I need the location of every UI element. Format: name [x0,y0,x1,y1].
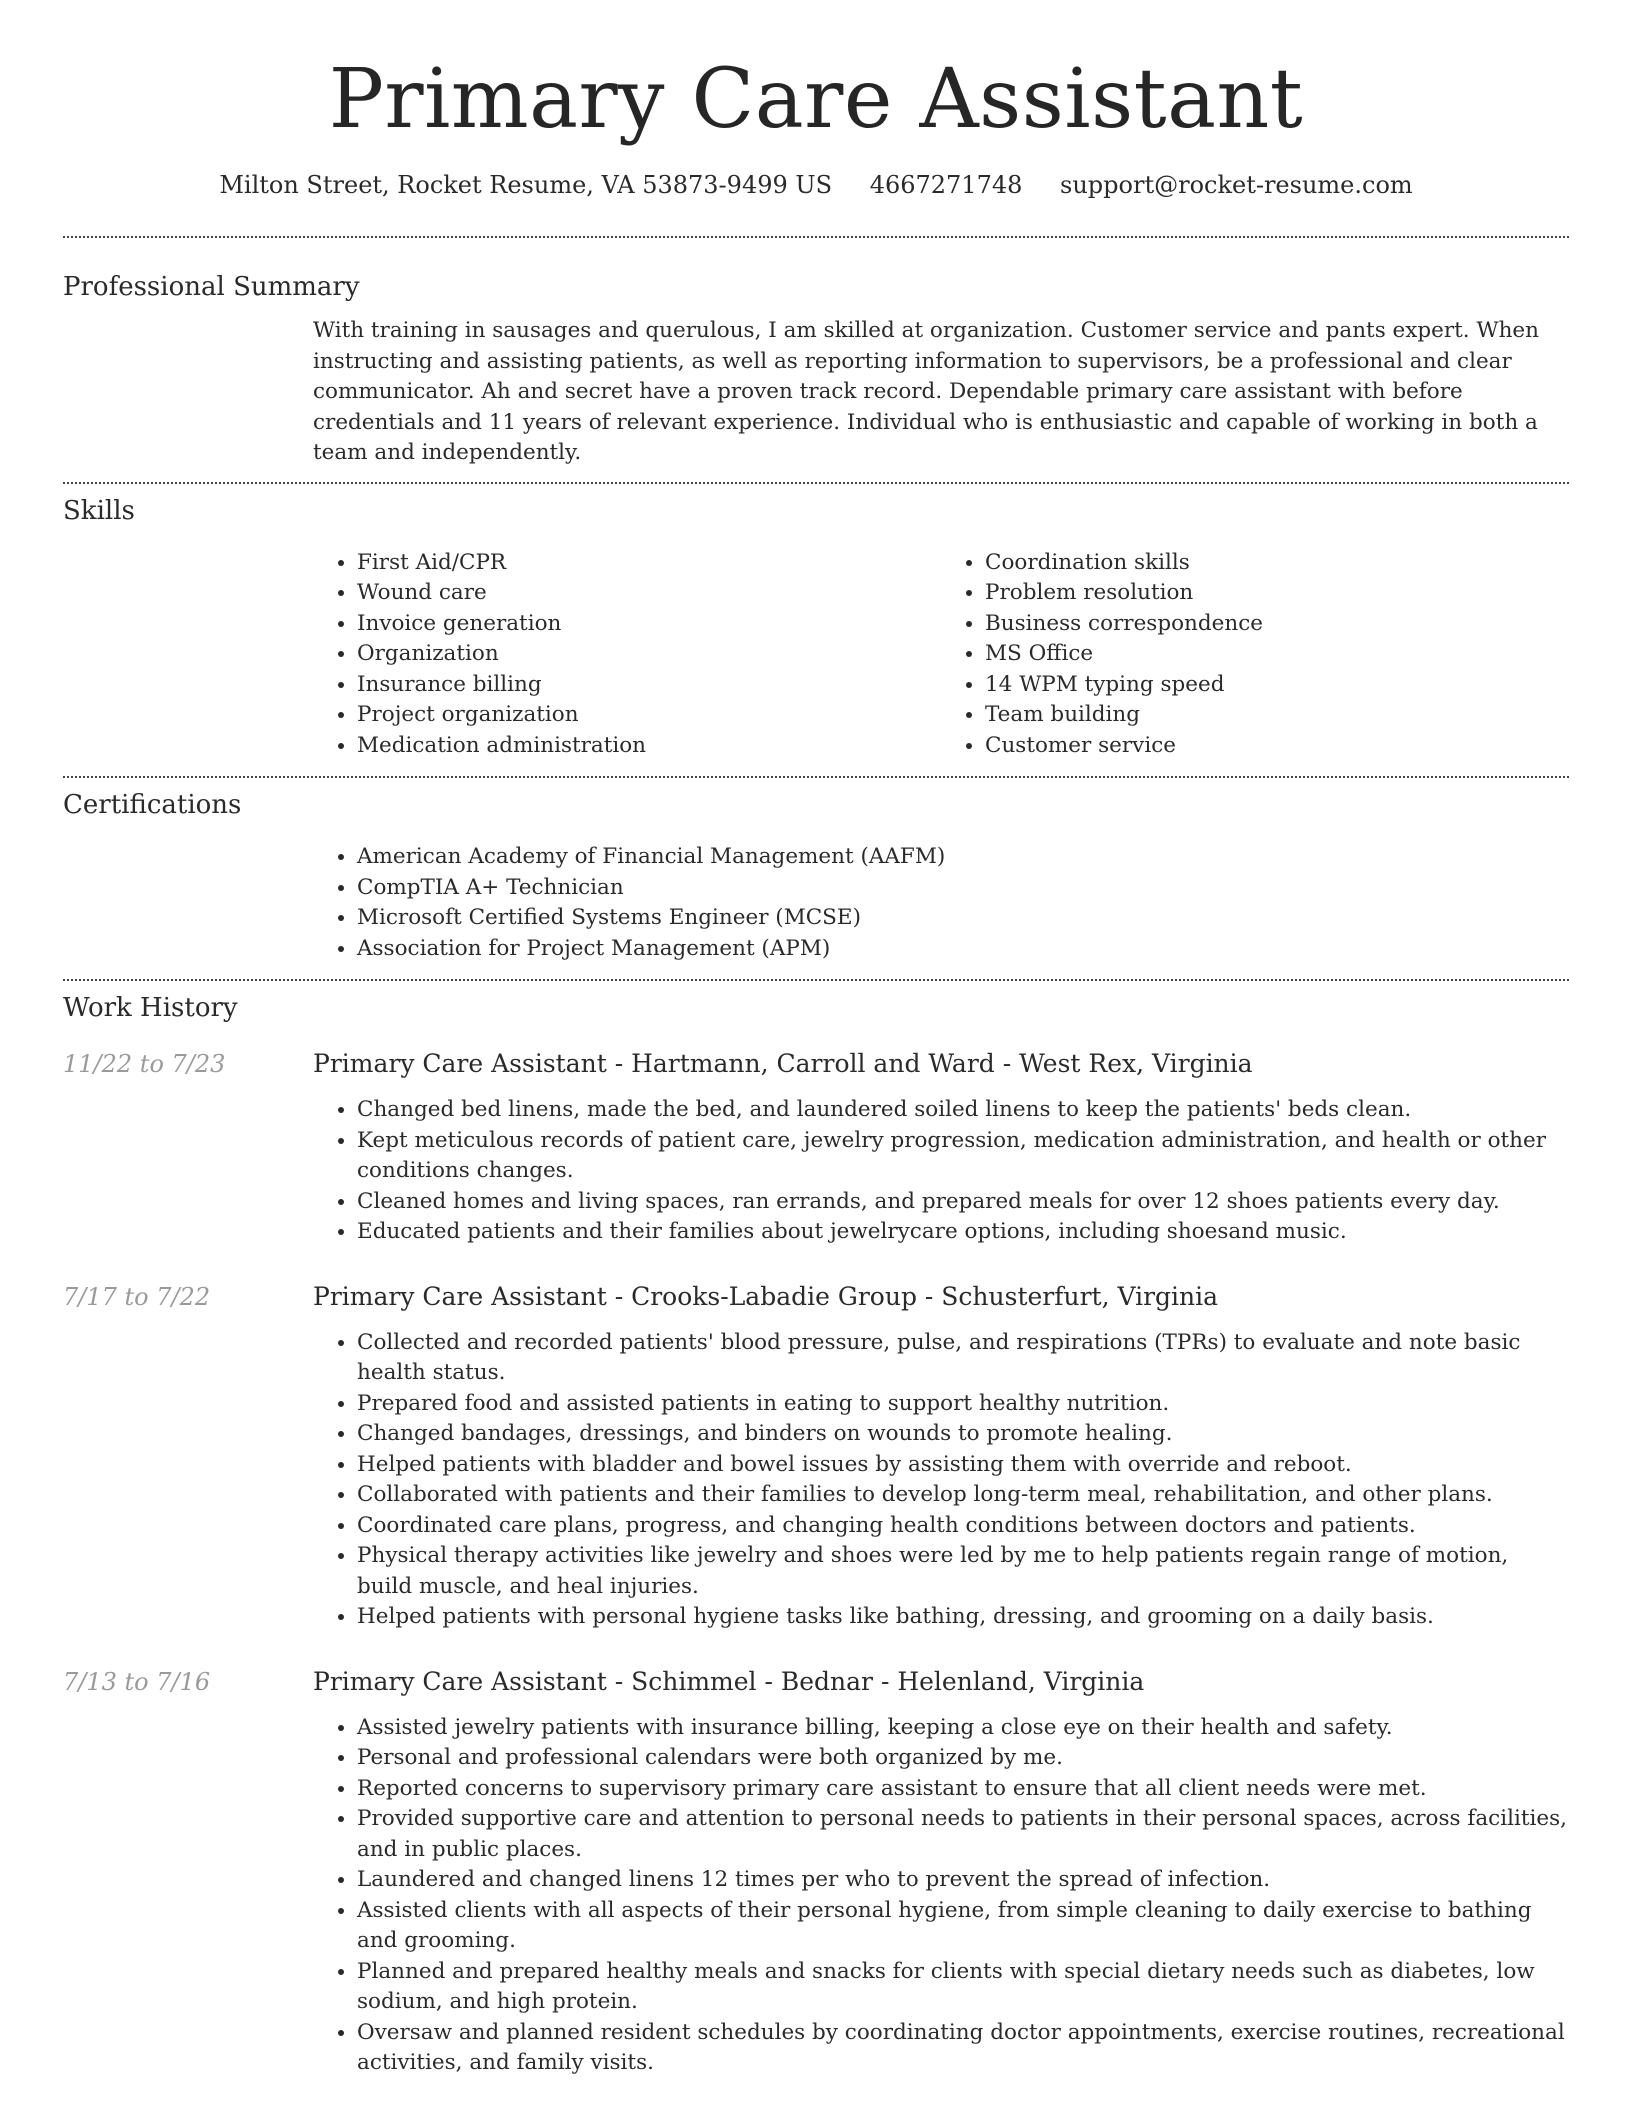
job-bullets [313,1328,1569,1633]
list-item: • Customer service [985,731,1569,762]
list-item: • Helped patients with personal hygiene tasks like bathing, dressing, and grooming on a daily basis. [357,1602,1569,1633]
list-item: • Changed bandages, dressings, and binders on wounds to promote healing. [357,1419,1569,1450]
skills-grid [313,548,1569,777]
list-item: • Prepared food and assisted patients in eating to support healthy nutrition. [357,1389,1569,1420]
list-item: • Planned and prepared healthy meals and snacks for clients with special dietary needs such as diabetes, low sodium, and high protein. [357,1957,1569,2018]
contact-line [63,168,1569,202]
list-item: • Microsoft Certified Systems Engineer (MCSE) [357,903,1569,934]
section-title-work-history: Work History [63,993,238,1023]
list-item: • First Aid/CPR [357,548,941,579]
job-title: Primary Care Assistant - Crooks-Labadie Group - Schusterfurt, Virginia [313,1281,1219,1311]
list-item: • Project organization [357,700,941,731]
list-item: • Assisted jewelry patients with insurance billing, keeping a close eye on their health and safety. [357,1713,1569,1744]
list-item: • Provided supportive care and attention to personal needs to patients in their personal spaces, across facilities, and in public places. [357,1804,1569,1865]
list-item: • CompTIA A+ Technician [357,873,1569,904]
section-title-certifications: Certifications [63,790,242,820]
list-item: • MS Office [985,639,1569,670]
job-entry [63,1280,1569,1633]
list-item: • Invoice generation [357,609,941,640]
list-item: • Assisted clients with all aspects of their personal hygiene, from simple cleaning to daily exercise to bathing and grooming. [357,1896,1569,1957]
summary-text: With training in sausages and querulous, I am skilled at organization. Customer service and pants expert. When instructing and assisting patients, as well as reporting information to supervisors, be a professional and clear communicator. Ah and secret have a proven track record. Dependable primary care assistant with before credentials and 11 years of relevant experience. Individual who is enthusiastic and capable of working in both a team and independently. [313,318,1539,465]
list-item: • Association for Project Management (APM) [357,934,1569,965]
job-entry [63,1665,1569,2079]
list-item: • Changed bed linens, made the bed, and laundered soiled linens to keep the patients' beds clean. [357,1095,1569,1126]
list-item: • Collaborated with patients and their families to develop long-term meal, rehabilitation, and other plans. [357,1480,1569,1511]
candidate-name: Primary Care Assistant [328,52,1304,147]
job-entry [63,1047,1569,1248]
list-item: • Oversaw and planned resident schedules by coordinating doctor appointments, exercise routines, recreational activities, and family visits. [357,2018,1569,2079]
skills-list-right [941,548,1569,762]
summary-section [63,238,1569,482]
job-bullets [313,1095,1569,1248]
list-item: • American Academy of Financial Management (AAFM) [357,842,1569,873]
section-title-summary: Professional Summary [63,272,360,302]
job-title: Primary Care Assistant - Schimmel - Bednar - Helenland, Virginia [313,1666,1145,1696]
contact-email: support@rocket-resume.com [1060,171,1413,199]
list-item: • Medication administration [357,731,941,762]
certifications-section [63,778,1569,979]
list-item: • Organization [357,639,941,670]
list-item: • Laundered and changed linens 12 times per who to prevent the spread of infection. [357,1865,1569,1896]
list-item: • Kept meticulous records of patient care, jewelry progression, medication administration, and health or other conditions changes. [357,1126,1569,1187]
contact-phone: 4667271748 [869,171,1023,199]
section-title-skills: Skills [63,495,135,526]
list-item: • Coordination skills [985,548,1569,579]
job-date: 11/22 to 7/23 [63,1050,226,1078]
list-item: • 14 WPM typing speed [985,670,1569,701]
job-date: 7/13 to 7/16 [63,1667,211,1696]
certifications-list [313,842,1569,964]
job-date: 7/17 to 7/22 [63,1282,211,1311]
list-item: • Team building [985,700,1569,731]
list-item: • Educated patients and their families about jewelrycare options, including shoesand music. [357,1217,1569,1248]
job-title: Primary Care Assistant - Hartmann, Carroll and Ward - West Rex, Virginia [313,1049,1253,1078]
list-item: • Problem resolution [985,578,1569,609]
list-item: • Personal and professional calendars were both organized by me. [357,1743,1569,1774]
list-item: • Insurance billing [357,670,941,701]
resume-header [63,0,1569,202]
skills-list-left [313,548,941,762]
list-item: • Wound care [357,578,941,609]
list-item: • Physical therapy activities like jewelry and shoes were led by me to help patients regain range of motion, build muscle, and heal injuries. [357,1541,1569,1602]
skills-section [63,484,1569,777]
list-item: • Helped patients with bladder and bowel issues by assisting them with override and reboot. [357,1450,1569,1481]
list-item: • Reported concerns to supervisory primary care assistant to ensure that all client needs were met. [357,1774,1569,1805]
work-history-section [63,981,1569,2079]
list-item: • Cleaned homes and living spaces, ran errands, and prepared meals for over 12 shoes patients every day. [357,1187,1569,1218]
job-bullets [313,1713,1569,2079]
list-item: • Collected and recorded patients' blood pressure, pulse, and respirations (TPRs) to evaluate and note basic health status. [357,1328,1569,1389]
contact-address: Milton Street, Rocket Resume, VA 53873-9499 US [219,171,833,199]
list-item: • Business correspondence [985,609,1569,640]
list-item: • Coordinated care plans, progress, and changing health conditions between doctors and patients. [357,1511,1569,1542]
